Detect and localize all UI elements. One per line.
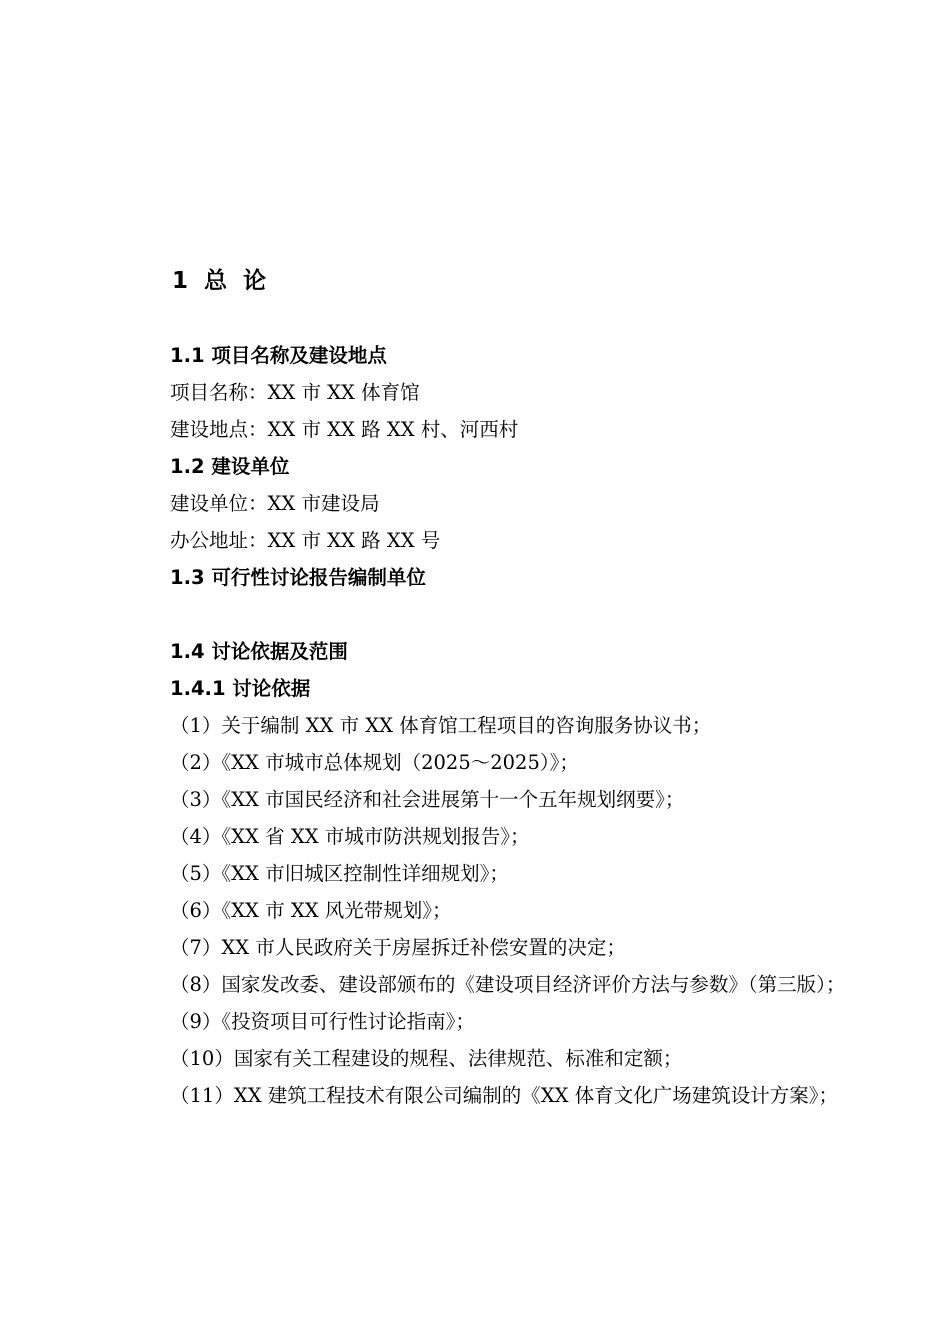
basis-item-3: （3）《XX 市国民经济和社会进展第十一个五年规划纲要》； bbox=[170, 788, 685, 811]
blank-line bbox=[120, 596, 855, 633]
section-heading-1-2: 1.2 建设单位 bbox=[170, 455, 290, 478]
basis-item-2: （2）《XX 市城市总体规划（2025～2025）》； bbox=[170, 751, 579, 774]
basis-item-9: （9）《投资项目可行性讨论指南》； bbox=[170, 1010, 475, 1033]
section-heading-1-4-1: 1.4.1 讨论依据 bbox=[170, 677, 311, 700]
basis-item-10: （10）国家有关工程建设的规程、法律规范、标准和定额； bbox=[170, 1047, 683, 1070]
project-location-line: 建设地点：XX 市 XX 路 XX 村、河西村 bbox=[170, 418, 519, 441]
section-heading-1-1: 1.1 项目名称及建设地点 bbox=[170, 344, 387, 367]
basis-item-8: （8）国家发改委、建设部颁布的《建设项目经济评价方法与参数》（第三版）； bbox=[170, 973, 846, 996]
project-name-line: 项目名称：XX 市 XX 体育馆 bbox=[170, 381, 420, 404]
basis-item-5: （5）《XX 市旧城区控制性详细规划》； bbox=[170, 862, 509, 885]
construction-unit-line: 建设单位：XX 市建设局 bbox=[170, 492, 380, 515]
basis-item-7: （7）XX 市人民政府关于房屋拆迁补偿安置的决定； bbox=[170, 936, 626, 959]
section-heading-1-3: 1.3 可行性讨论报告编制单位 bbox=[170, 566, 426, 589]
document-body bbox=[120, 337, 855, 1114]
chapter-title: 1 总 论 bbox=[172, 268, 271, 294]
basis-item-11: （11）XX 建筑工程技术有限公司编制的《XX 体育文化广场建筑设计方案》； bbox=[170, 1084, 838, 1107]
office-address-line: 办公地址：XX 市 XX 路 XX 号 bbox=[170, 529, 441, 552]
basis-item-1: （1）关于编制 XX 市 XX 体育馆工程项目的咨询服务协议书； bbox=[170, 714, 712, 737]
section-heading-1-4: 1.4 讨论依据及范围 bbox=[170, 640, 348, 663]
basis-item-6: （6）《XX 市 XX 风光带规划》； bbox=[170, 899, 452, 922]
basis-item-4: （4）《XX 省 XX 市城市防洪规划报告》； bbox=[170, 825, 530, 848]
